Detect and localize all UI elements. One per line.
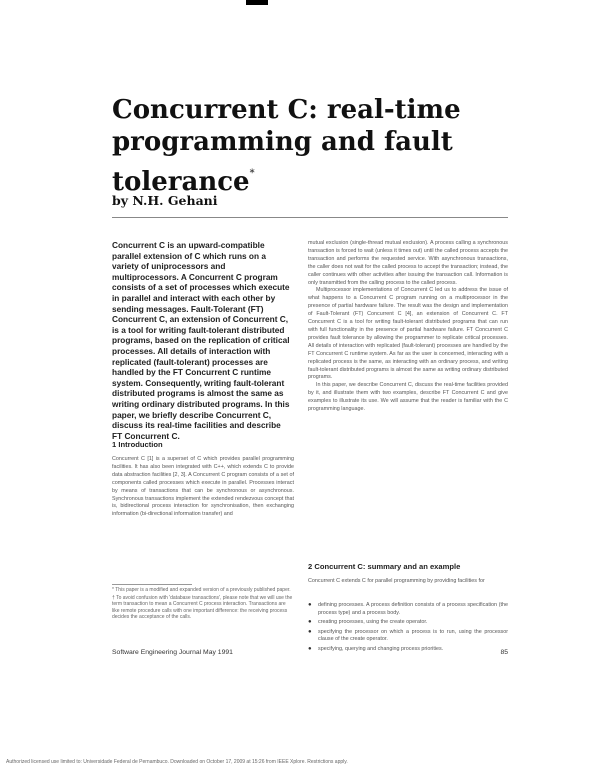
bullet-icon: ●: [308, 602, 312, 608]
paragraph: Concurrent C extends C for parallel programming by providing facilities for: [308, 578, 485, 584]
footnote: * This paper is a modified and expanded version of a previously published paper.: [112, 587, 291, 593]
page-number: 85: [500, 649, 508, 656]
top-edge-mark: [246, 0, 268, 5]
section-1-paragraph: Concurrent C [1] is a superset of C which provides parallel programming facilities. It has also been integrated with C++, which extends C to provide data abstraction facilities [2, 3]. A Concurrent C program consists of a set of components called processes which execute in parallel. Processes interact by means of transactions that can be synchronous or asynchronous. Synchronous transactions implement the extended rendezvous concept that is, bidirectional process interaction for synchronisation, then exchanging information (bi-directional information transfer) and: [112, 456, 294, 518]
bullet-icon: ●: [308, 645, 312, 652]
list-item: ● specifying the processor on which a process is to run, using the processor clause of the create operator.: [308, 628, 508, 643]
section-2-intro: [308, 578, 508, 586]
license-notice: Authorized licensed use limited to: Universidade Federal de Pernambuco. Downloaded on October 17, 2009 at 15:26 from IEEE Xplore. Restrictions apply.: [6, 759, 348, 765]
feature-list: [308, 602, 508, 656]
journal-footer: Software Engineering Journal May 1991: [112, 649, 233, 656]
section-2-heading: 2 Concurrent C: summary and an example: [308, 562, 461, 571]
header-rule: [112, 217, 508, 218]
author-byline: by N.H. Gehani: [112, 193, 218, 208]
footnote: † To avoid confusion with 'database transactions', please note that we will use the term transaction to mean a Concurrent C process interaction. Transactions are like remote procedure calls with one important difference: the receiving process decides the acceptance of the calls.: [112, 594, 293, 621]
bullet-icon: ●: [308, 628, 312, 635]
list-item: ● creating processes, using the create operator.: [308, 619, 428, 626]
paper-title: Concurrent C: real-time programming and fault tolerance*: [112, 95, 461, 197]
abstract: Concurrent C is an upward-compatible parallel extension of C which runs on a variety of uniprocessors and multiprocessors. A Concurrent C program consists of a set of processes which execute in parallel and interact with each other by sending messages. Fault-Tolerant (FT) Concurrent C, an extension of Concurrent C, is a tool for writing fault-tolerant distributed programs, based on the replication of critical processes. All details of interaction with replicated (fault-tolerant) processes are handled by the FT Concurrent C runtime system. Consequently, writing fault-tolerant distributed programs is almost the same as writing ordinary distributed programs. In this paper, we briefly describe Concurrent C, discuss its real-time facilities and describe FT Concurrent C.: [112, 240, 290, 441]
footnotes: [112, 587, 294, 622]
paragraph: Multiprocessor implementations of Concurrent C led us to address the issue of what happens to a Concurrent C program running on a multiprocessor in the presence of partial hardware failure. The result was the design and implementation of Fault-Tolerant (FT) Concurrent C [4], an extension of Concurrent C. FT Concurrent C is a tool for writing fault-tolerant distributed programs that can run with full functionality in the presence of partial hardware failure. FT Concurrent C provides fault tolerance by allowing the programmer to replicate critical processes. All details of interaction with replicated (fault-tolerant) processes are handled by the FT Concurrent C runtime system. As far as the user is concerned, interacting with a replicated process is the same, as interacting with an ordinary process, and writing fault-tolerant distributed programs is almost the same as writing ordinary distributed programs.: [308, 287, 508, 381]
right-column-body: [308, 240, 508, 414]
section-1-body: [112, 456, 294, 519]
paragraph: mutual exclusion (single-thread mutual exclusion). A process calling a synchronous transaction is forced to wait (unless it times out) until the called process accepts the transaction and performs the requested service. With asynchronous transactions, the caller does not wait for the called process to accept the transaction; instead, the caller continues with other activities after issuing the transaction call. Information is only transmitted from the calling process to the called process.: [308, 240, 508, 286]
footnote-rule: [112, 584, 192, 585]
list-item: ● defining processes. A process definition consists of a process specification (the process type) and a process body.: [308, 602, 508, 616]
title-footnote-mark: *: [249, 168, 255, 179]
bullet-icon: ●: [308, 619, 312, 626]
list-item: ● specifying, querying and changing process priorities.: [308, 645, 444, 652]
paragraph: In this paper, we describe Concurrent C, discuss the real-time facilities provided by it, and illustrate them with two examples, describe FT Concurrent C and give examples to illustrate its use. We will assume that the reader is familiar with the C programming language.: [308, 382, 508, 413]
section-1-heading: 1 Introduction: [112, 440, 163, 449]
